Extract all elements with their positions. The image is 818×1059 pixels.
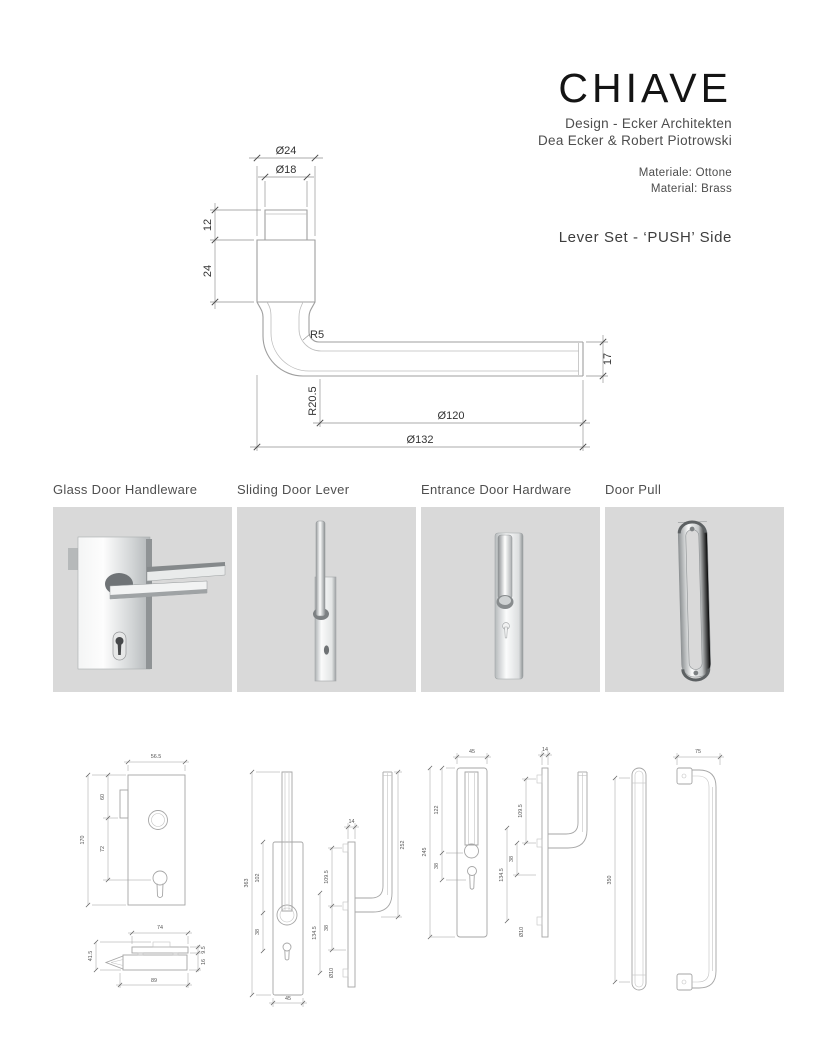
lock-latch [68,548,79,570]
keyhole-icon [324,645,329,654]
dim-entrance-hole: Ø10 [519,926,525,938]
dim-label-outer-radius: R20.5 [307,386,319,416]
latch-front [120,790,128,818]
material-line-en: Material: Brass [650,182,732,195]
integrated-grip [498,535,512,599]
category-label-entrance-door: Entrance Door Hardware [421,482,572,497]
lock-front-outline [128,775,185,905]
dim-glass-width: 56.5 [150,754,162,760]
dim-label-neck-lower: 24 [202,264,214,278]
designer-line1: Design - Ecker Architekten [565,116,732,131]
sliding-door-lever-image [237,507,416,692]
dim-glass-body-thickness: 16 [201,959,207,965]
sliding-lever-detail-drawing [236,735,426,1025]
door-pull-detail-drawing [603,735,788,1025]
entrance-plate-side [542,768,548,937]
dim-sliding-upper-fix: 109.5 [324,870,330,884]
dim-sliding-plate-width: 45 [285,996,291,1002]
dim-sliding-lever-length: 252 [400,840,406,850]
dim-sliding-height: 363 [244,878,250,888]
category-label-glass-door: Glass Door Handleware [53,482,198,497]
glass-door-lock-image [53,507,232,692]
dim-pull-depth: 75 [695,749,701,755]
pull-front-outline [632,768,646,990]
dim-glass-lower: 72 [100,846,106,852]
dim-label-bar-thickness: 17 [602,352,614,366]
dim-label-lever-inner: Ø120 [437,410,465,422]
lever-stem-top [265,210,307,240]
thumbnail-box-entrance-door [421,507,600,692]
pull-ring [678,522,711,681]
dim-glass-depth: 41.5 [88,950,94,962]
dim-label-lever-overall: Ø132 [406,434,434,446]
dim-sliding-mid-fix: 38 [324,925,330,931]
page-title: CHIAVE [558,65,732,111]
dim-entrance-lower: 38 [434,863,440,869]
dim-sliding-span: 134.5 [312,926,318,940]
sliding-lever-bar [316,521,325,616]
dim-glass-height: 170 [80,835,86,845]
dim-glass-plate-thickness: 9.5 [201,946,207,954]
category-label-sliding-door: Sliding Door Lever [237,482,350,497]
lever-inner-curve [309,302,583,342]
lock-top-plate [132,947,188,953]
thumbnail-box-door-pull [605,507,784,692]
dim-entrance-span: 134.5 [499,868,505,882]
glass-lock-detail-drawing [40,735,240,1025]
dim-entrance-height: 245 [422,847,428,857]
thumbnail-box-glass-door [53,507,232,692]
dim-glass-top-width: 74 [157,925,163,931]
lock-top-body [123,955,187,970]
entrance-detail-drawing [420,735,610,1025]
pull-foot-bottom [677,974,692,990]
dim-label-top-outer: Ø24 [275,145,297,157]
designer-line2: Dea Ecker & Robert Piotrowski [537,132,732,148]
dim-entrance-upper: 122 [434,805,440,815]
dim-label-neck-upper: 12 [202,218,214,232]
dim-sliding-lower: 38 [255,929,261,935]
dim-sliding-plate-thickness: 14 [348,819,355,825]
lever-outer-curve [257,302,583,376]
variant-label: Lever Set - ‘PUSH’ Side [558,228,732,246]
dim-entrance-upper-fix: 109.5 [518,804,524,818]
door-pull-image [605,507,784,692]
lever-technical-drawing [170,135,640,465]
entrance-plate-front [457,768,487,937]
entrance-hardware-image [421,507,600,692]
dim-label-inner-radius: R5 [310,329,325,341]
pull-foot-top [677,768,692,784]
dim-glass-upper: 60 [100,794,106,800]
lever-stem-block [257,240,315,302]
material-line-it: Materiale: Ottone [638,167,732,180]
dim-sliding-hole: Ø10 [329,967,335,979]
dim-glass-body-width: 89 [151,978,157,984]
thumbnail-box-sliding-door [237,507,416,692]
sliding-plate-side [348,842,355,987]
dim-entrance-plate-width: 45 [469,749,475,755]
dim-label-top-inner: Ø18 [275,164,297,176]
category-label-door-pull: Door Pull [605,482,662,497]
dim-entrance-mid-fix: 38 [509,856,515,862]
dim-entrance-plate-thickness: 14 [542,747,548,753]
dim-sliding-upper: 102 [255,873,261,883]
dim-pull-height: 350 [607,875,613,885]
